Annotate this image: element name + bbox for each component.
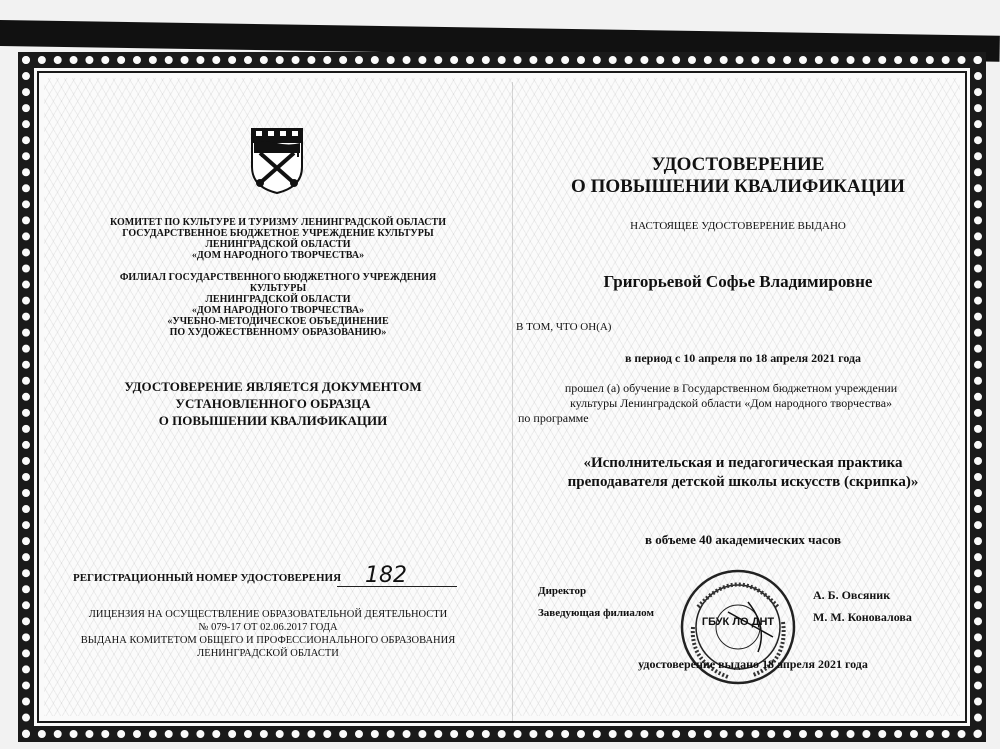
branch-line: ЛЕНИНГРАДСКОЙ ОБЛАСТИ [205,294,351,305]
page-fold [512,82,513,722]
program-line: «Исполнительская и педагогическая практика [583,455,903,471]
org-line: КОМИТЕТ ПО КУЛЬТУРЕ И ТУРИЗМУ ЛЕНИНГРАДСКОЙ ОБЛАСТИ [110,217,446,228]
certificate-title [538,154,938,198]
branch-head-role: Заведующая филиалом [538,607,654,619]
statement-line: УДОСТОВЕРЕНИЕ ЯВЛЯЕТСЯ ДОКУМЕНТОМ [124,379,422,394]
license-line: ЛЕНИНГРАДСКОЙ ОБЛАСТИ [197,648,339,659]
branch-line: ПО ХУДОЖЕСТВЕННОМУ ОБРАЗОВАНИЮ» [169,327,387,338]
study-line: культуры Ленинградской области «Дом народного творчества» [569,396,893,410]
document-statement [98,378,448,429]
org-line: ГОСУДАРСТВЕННОЕ БЮДЖЕТНОЕ УЧРЕЖДЕНИЕ КУЛЬТУРЫ [122,228,434,239]
branch-head-name: М. М. Коновалова [813,610,912,624]
title-line: О ПОВЫШЕНИИ КВАЛИФИКАЦИИ [571,176,905,197]
license-line: ВЫДАНА КОМИТЕТОМ ОБЩЕГО И ПРОФЕССИОНАЛЬНОГО ОБРАЗОВАНИЯ [80,635,456,646]
license-block [58,608,478,660]
program-line: преподавателя детской школы искусств (скрипка)» [567,474,919,490]
study-period: в период с 10 апреля по 18 апреля 2021 года [624,351,862,365]
study-description [516,381,946,426]
org-line: ЛЕНИНГРАДСКОЙ ОБЛАСТИ [205,239,351,250]
course-hours: в объеме 40 академических часов [645,532,841,547]
org-line: «ДОМ НАРОДНОГО ТВОРЧЕСТВА» [191,250,365,261]
organization-block [108,217,448,261]
study-line: прошел (а) обучение в Государственном бюджетном учреждении [564,381,898,395]
statement-line: О ПОВЫШЕНИИ КВАЛИФИКАЦИИ [158,413,388,428]
registration-number: 182 [365,563,407,588]
issued-to-label: НАСТОЯЩЕЕ УДОСТОВЕРЕНИЕ ВЫДАНО [630,220,846,232]
certificate [18,52,986,742]
branch-line: ФИЛИАЛ ГОСУДАРСТВЕННОГО БЮДЖЕТНОГО УЧРЕЖДЕНИЯ КУЛЬТУРЫ [119,272,437,294]
branch-line: «УЧЕБНО-МЕТОДИЧЕСКОЕ ОБЪЕДИНЕНИЕ [167,316,389,327]
license-line: ЛИЦЕНЗИЯ НА ОСУЩЕСТВЛЕНИЕ ОБРАЗОВАТЕЛЬНОЙ ДЕЯТЕЛЬНОСТИ [88,609,448,620]
program-title [538,454,948,492]
registration-row [73,563,473,591]
issue-date: удостоверение выдано 18 апреля 2021 года [638,657,868,671]
statement-line: УСТАНОВЛЕННОГО ОБРАЗЦА [175,396,371,411]
study-line: по программе [518,411,589,425]
registration-label: РЕГИСТРАЦИОННЫЙ НОМЕР УДОСТОВЕРЕНИЯ [73,572,342,584]
director-role: Директор [538,585,587,597]
director-name: А. Б. Овсяник [813,588,891,602]
seal-text: ГБУК ЛО ДНТ [701,616,775,628]
that-label: В ТОМ, ЧТО ОН(А) [516,321,612,333]
coat-of-arms-icon [250,127,304,195]
branch-block [108,272,448,338]
recipient-name: Григорьевой Софье Владимировне [603,272,873,291]
title-line: УДОСТОВЕРЕНИЕ [651,154,825,175]
license-line: № 079-17 ОТ 02.06.2017 ГОДА [198,622,338,633]
branch-line: «ДОМ НАРОДНОГО ТВОРЧЕСТВА» [191,305,365,316]
